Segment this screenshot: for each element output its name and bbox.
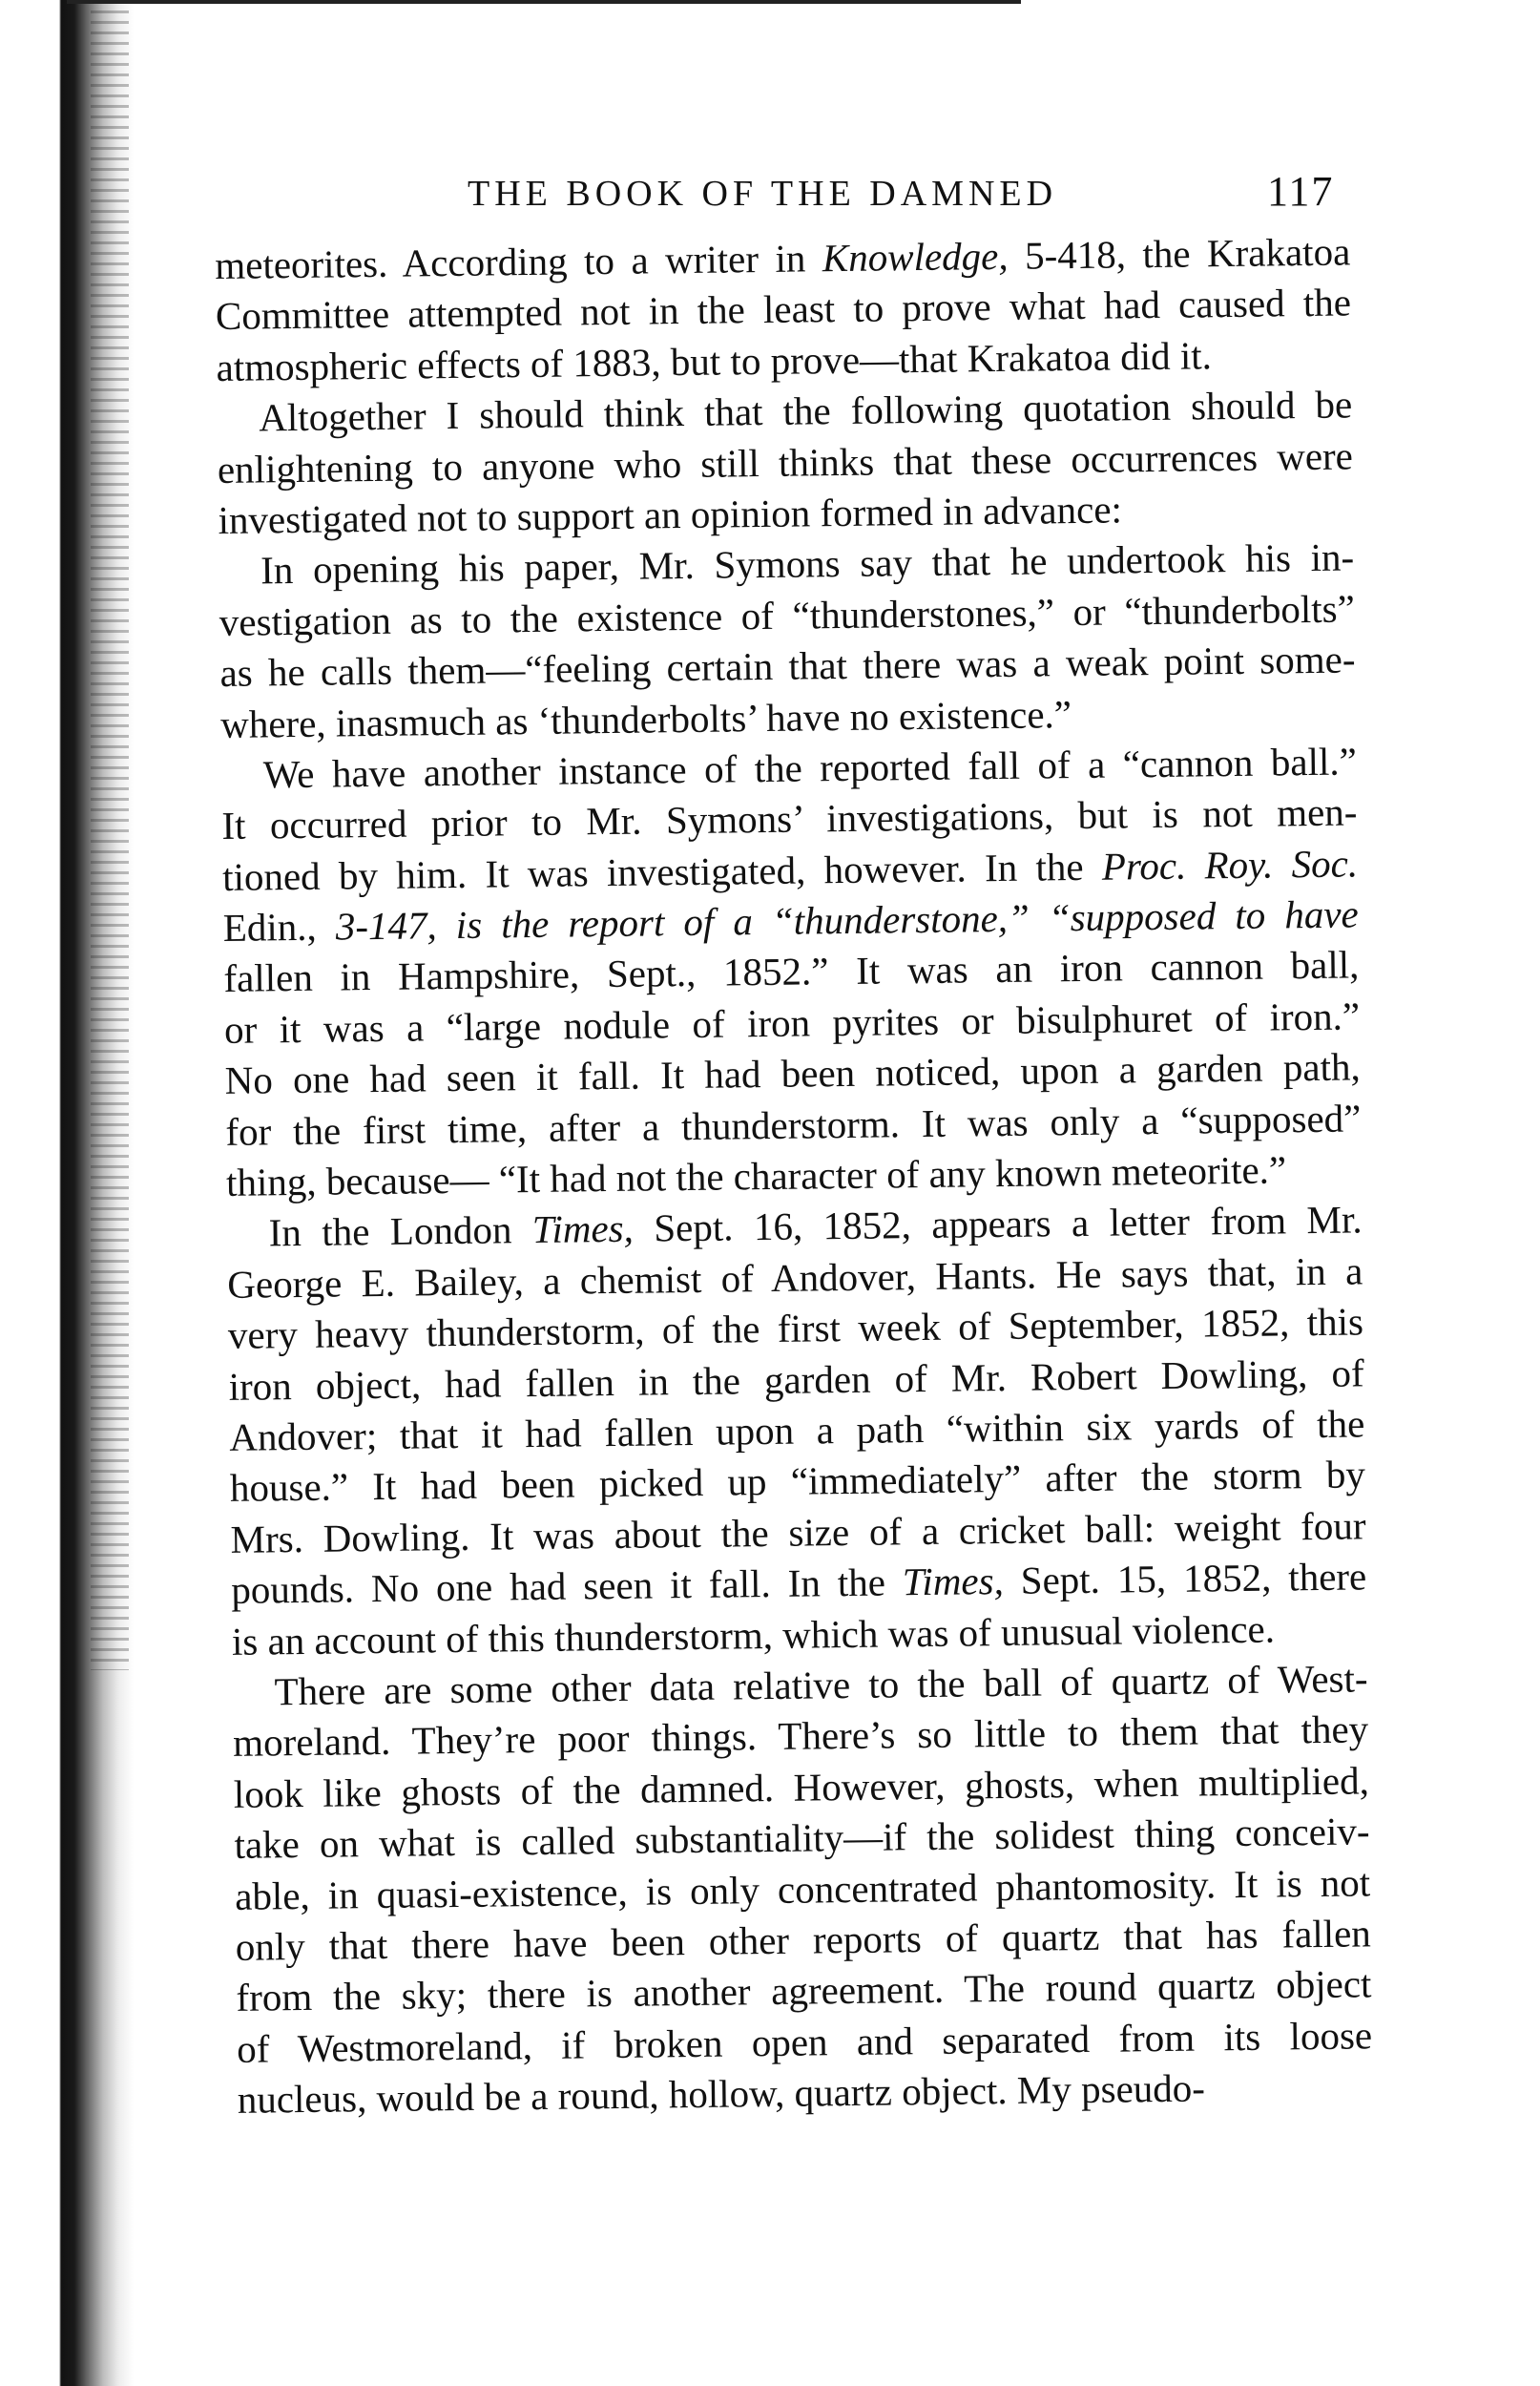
text-line: only that there have been other reports of quartz that has fallen — [235, 1911, 1372, 1969]
italic-title: Times, — [902, 1559, 1005, 1604]
text-line: fallen in Hampshire, Sept., 1852.” It was an iron cannon ball, — [223, 942, 1360, 1001]
text-line: tioned by him. It was investigated, however. In the Proc. Roy. Soc. — [221, 841, 1359, 899]
text-line: from the sky; there is another agreement. The round quartz object — [236, 1961, 1372, 2020]
text-line: pounds. No one had seen it fall. In the Times, Sept. 15, 1852, there — [230, 1554, 1367, 1613]
text-line: In the London Times, Sept. 16, 1852, appears a letter from Mr. — [268, 1197, 1363, 1255]
text-line: for the first time, after a thunderstorm. It was only a “supposed” — [225, 1096, 1362, 1154]
text-line: enlightening to anyone who still thinks that these occurrences were — [217, 433, 1354, 492]
binding-shadow-texture — [91, 0, 129, 1670]
text-line: very heavy thunderstorm, of the first week of September, 1852, this — [227, 1299, 1364, 1358]
paragraph-p5 — [226, 1195, 1367, 1667]
paragraph-p2 — [217, 380, 1354, 547]
text-line: moreland. They’re poor things. There’s so little to them that they — [232, 1706, 1369, 1766]
text-line: In opening his paper, Mr. Symons say that he undertook his in- — [260, 534, 1355, 593]
text-line: Edin., 3-147, is the report of a “thunderstone,” “supposed to have — [222, 891, 1359, 951]
text-line: vestigation as to the existence of “thunderstones,” or “thunderbolts” — [219, 586, 1356, 644]
text-line: as he calls them—“feeling certain that there was a weak point some- — [219, 637, 1356, 696]
scan-top-edge — [67, 0, 1021, 4]
text-line: It occurred prior to Mr. Symons’ investigations, but is not men- — [221, 789, 1358, 848]
running-head: THE BOOK OF THE DAMNED — [468, 174, 1058, 214]
text-line: meteorites. According to a writer in Knowledge, 5-418, the Krakatoa — [215, 229, 1351, 287]
text-line: nucleus, would be a round, hollow, quartz object. My pseudo- — [237, 2065, 1206, 2122]
text-line: atmospheric effects of 1883, but to prove—that Krakatoa did it. — [216, 333, 1213, 389]
italic-title: 3-147, is the report of a “thunderstone,” “supposed to have — [316, 891, 1359, 949]
page-number: 117 — [1267, 168, 1335, 215]
paragraph-p3 — [219, 533, 1357, 750]
text-line: Altogether I should think that the following quotation should be — [258, 382, 1353, 440]
text-line: look like ghosts of the damned. However, ghosts, when multiplied, — [233, 1758, 1370, 1816]
text-line: We have another instance of the reported fall of a “cannon ball.” — [262, 739, 1358, 797]
text-line: where, inasmuch as ‘thunderbolts’ have no existence.” — [219, 691, 1072, 746]
text-line: Committee attempted not in the least to prove what had caused the — [215, 280, 1352, 339]
italic-title: Proc. Roy. Soc. — [1101, 841, 1359, 889]
page-header — [219, 167, 1364, 224]
text-line: Andover; that it had fallen upon a path “within six yards of the — [229, 1401, 1365, 1459]
text-line: No one had seen it fall. It had been noticed, upon a garden path, — [224, 1044, 1361, 1103]
text-line: take on what is called substantiality—if the solidest thing conceiv- — [234, 1809, 1370, 1867]
text-line: house.” It had been picked up “immediately” after the storm by — [229, 1452, 1366, 1511]
text-line: iron object, had fallen in the garden of Mr. Robert Dowling, of — [228, 1350, 1364, 1409]
text-line: George E. Bailey, a chemist of Andover, Hants. He says that, in a — [227, 1248, 1363, 1307]
paragraph-p4 — [221, 736, 1363, 1208]
text-line: of Westmoreland, if broken open and separated from its loose — [236, 2012, 1373, 2071]
text-line: or it was a “large nodule of iron pyrites or bisulphuret of iron.” — [223, 994, 1361, 1052]
text-line: investigated not to support an opinion formed in advance: — [218, 487, 1123, 542]
body-text — [215, 226, 1373, 2125]
text-line: Mrs. Dowling. It was about the size of a cricket ball: weight four — [230, 1503, 1366, 1561]
text-line: able, in quasi-existence, is only concentrated phantomosity. It is not — [234, 1859, 1371, 1918]
text-line: thing, because— “It had not the character of any known meteorite.” — [225, 1147, 1287, 1204]
italic-title: Times, — [531, 1206, 635, 1252]
paragraph-p6 — [232, 1653, 1373, 2125]
paragraph-p1 — [215, 226, 1352, 393]
text-line: is an account of this thunderstorm, which was of unusual violence. — [231, 1606, 1276, 1664]
text-line: There are some other data relative to the ball of quartz of West- — [274, 1656, 1368, 1714]
italic-title: Knowledge, — [822, 233, 1009, 281]
